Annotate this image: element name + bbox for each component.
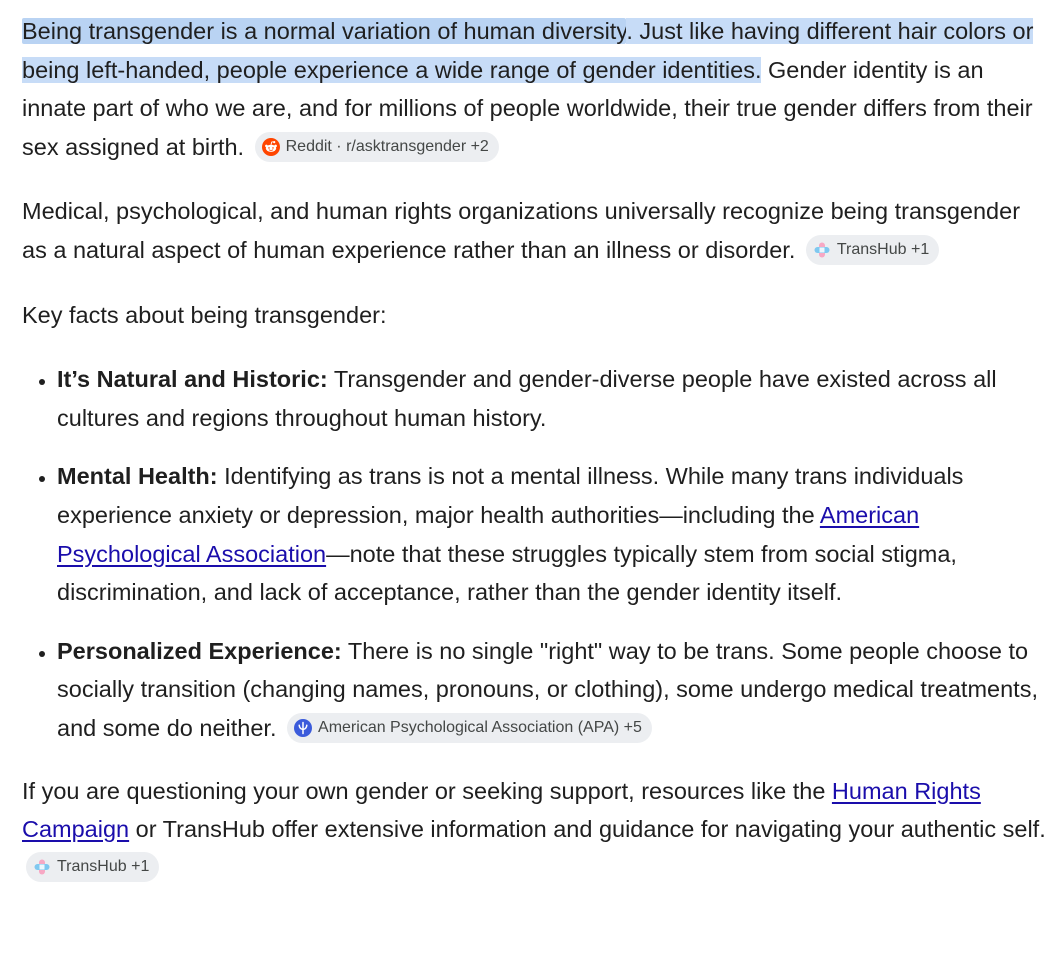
intro-paragraph bbox=[22, 12, 1047, 166]
source-chip-transhub[interactable] bbox=[26, 852, 159, 882]
reddit-icon bbox=[262, 138, 280, 156]
source-chip-reddit[interactable] bbox=[255, 132, 499, 162]
closing-text-continued: or TransHub offer extensive information and guidance for navigating your authentic self. bbox=[129, 816, 1046, 843]
fact-title: It’s Natural and Historic: bbox=[57, 366, 328, 393]
fact-text: There is no single "right" way to be trans. Some people choose to socially transition (changing names, pronouns, or clothing), some undergo medical treatments, and some do neither. bbox=[57, 637, 1038, 741]
selected-text-continued[interactable]: . Just like having different hair colors or being left-handed, people experience a wide range of gender identities. bbox=[22, 18, 1034, 83]
fact-text: Transgender and gender-diverse people have existed across all cultures and regions throughout human history. bbox=[57, 366, 997, 431]
transhub-icon bbox=[33, 858, 51, 876]
fact-text-continued: —note that these struggles typically stem from social stigma, discrimination, and lack of acceptance, rather than the gender identity itself. bbox=[57, 540, 957, 606]
fact-title: Mental Health: bbox=[57, 463, 218, 490]
source-chip-label: American Psychological Association (APA) +5 bbox=[318, 718, 642, 736]
list-item bbox=[57, 632, 1047, 748]
list-item bbox=[57, 360, 1047, 437]
fact-text: Identifying as trans is not a mental illness. While many trans individuals experience anxiety or depression, major health authorities—including the bbox=[57, 463, 964, 528]
source-chip-apa[interactable] bbox=[287, 713, 652, 743]
closing-text: If you are questioning your own gender or seeking support, resources like the bbox=[22, 777, 832, 804]
recognition-paragraph bbox=[22, 192, 1047, 269]
apa-link[interactable]: American Psychological Association bbox=[57, 501, 920, 567]
source-chip-transhub[interactable] bbox=[806, 235, 939, 265]
ai-answer-content bbox=[22, 12, 1047, 913]
fact-title: Personalized Experience: bbox=[57, 637, 342, 664]
hrc-link[interactable]: Human Rights Campaign bbox=[22, 777, 981, 843]
intro-text: Gender identity is an innate part of who we are, and for millions of people worldwide, their true gender differs from their sex assigned at birth. bbox=[22, 56, 1033, 160]
closing-paragraph bbox=[22, 772, 1047, 888]
source-chip-label: TransHub +1 bbox=[57, 858, 150, 876]
key-facts-heading: Key facts about being transgender: bbox=[22, 301, 387, 328]
apa-icon bbox=[294, 719, 312, 737]
key-facts-list bbox=[22, 360, 1047, 747]
transhub-icon bbox=[813, 241, 831, 259]
list-item bbox=[57, 457, 1047, 611]
source-chip-label: TransHub +1 bbox=[836, 240, 930, 258]
source-chip-label: Reddit · r/asktransgender +2 bbox=[285, 137, 489, 155]
recognition-text: Medical, psychological, and human rights organizations universally recognize being transgender as a natural aspect of human experience rather than an illness or disorder. bbox=[22, 198, 1021, 263]
selected-text[interactable]: Being transgender is a normal variation of human diversity bbox=[22, 18, 627, 44]
